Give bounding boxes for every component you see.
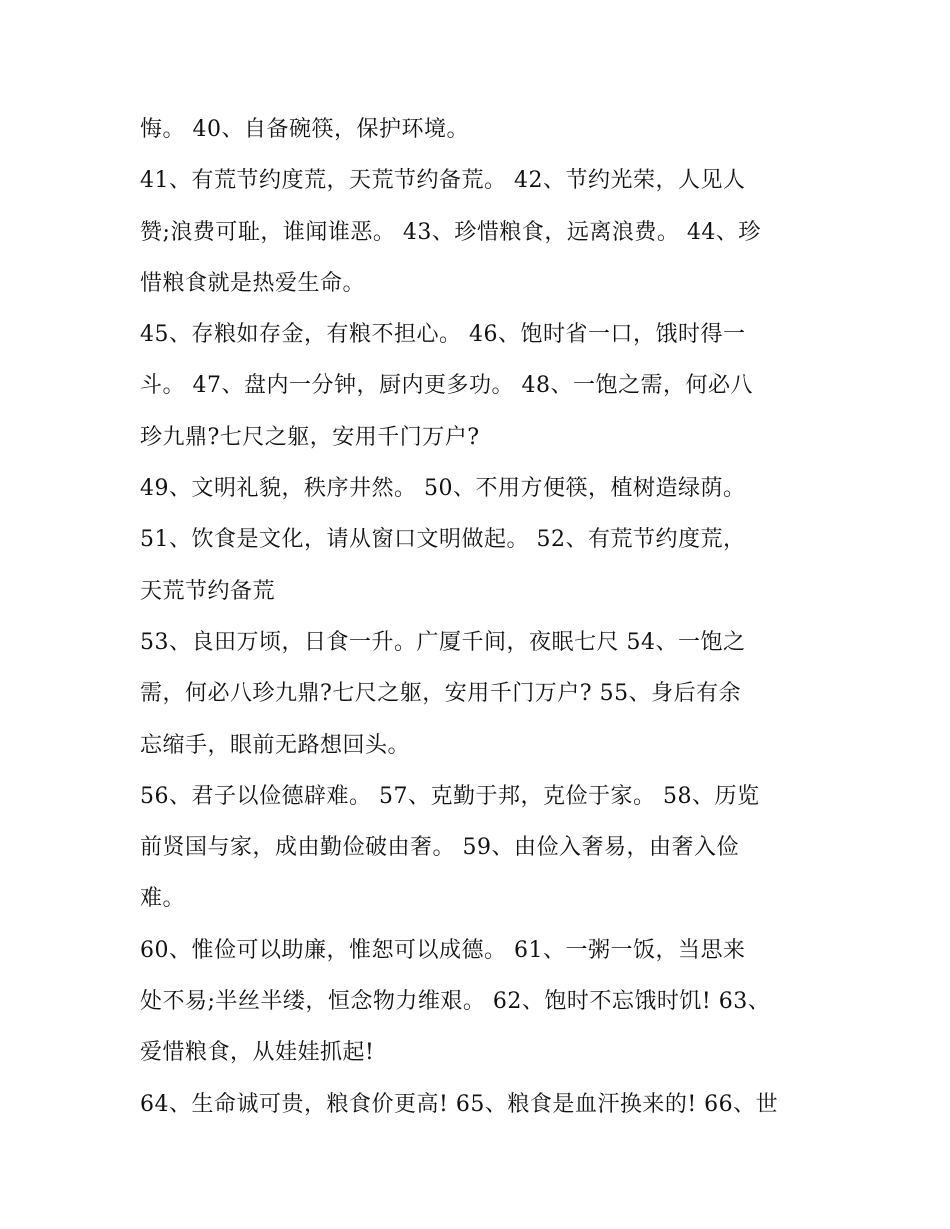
text-line: 60、惟俭可以助廉，惟恕可以成德。 61、一粥一饭，当思来: [140, 937, 746, 963]
text-line: 前贤国与家，成由勤俭破由奢。 59、由俭入奢易，由奢入俭: [140, 835, 739, 861]
text-line: 珍九鼎?七尺之躯，安用千门万户?: [140, 424, 480, 450]
text-line: 64、生命诚可贵，粮食价更高! 65、粮食是血汗换来的! 66、世: [140, 1091, 779, 1117]
text-line: 忘缩手，眼前无路想回头。: [140, 732, 411, 758]
text-line: 斗。 47、盘内一分钟，厨内更多功。 48、一饱之需，何必八: [140, 373, 753, 399]
text-line: 天荒节约备荒: [140, 578, 276, 604]
document-text: [140, 104, 820, 1130]
text-line: 赞;浪费可耻，谁闻谁恶。 43、珍惜粮食，远离浪费。 44、珍: [140, 219, 761, 245]
text-line: 45、存粮如存金，有粮不担心。 46、饱时省一口，饿时得一: [140, 322, 746, 348]
text-line: 53、良田万顷，日食一升。广厦千间，夜眠七尺 54、一饱之: [140, 629, 746, 655]
text-line: 难。: [140, 886, 186, 912]
text-line: 需，何必八珍九鼎?七尺之躯，安用千门万户? 55、身后有余: [140, 681, 742, 707]
text-line: 悔。 40、自备碗筷，保护环境。: [140, 117, 469, 142]
text-line: 爱惜粮食，从娃娃抓起!: [140, 1040, 375, 1066]
text-line: 56、君子以俭德辟难。 57、克勤于邦，克俭于家。 58、历览: [140, 783, 760, 809]
text-line: 惜粮食就是热爱生命。: [140, 270, 366, 296]
text-line: 51、饮食是文化，请从窗口文明做起。 52、有荒节约度荒，: [140, 527, 746, 553]
text-line: 41、有荒节约度荒，天荒节约备荒。 42、节约光荣，人见人: [140, 168, 746, 194]
text-line: 49、文明礼貌，秩序井然。 50、不用方便筷，植树造绿荫。: [140, 476, 746, 502]
text-line: 处不易;半丝半缕，恒念物力维艰。 62、饱时不忘饿时饥! 63、: [140, 989, 771, 1015]
